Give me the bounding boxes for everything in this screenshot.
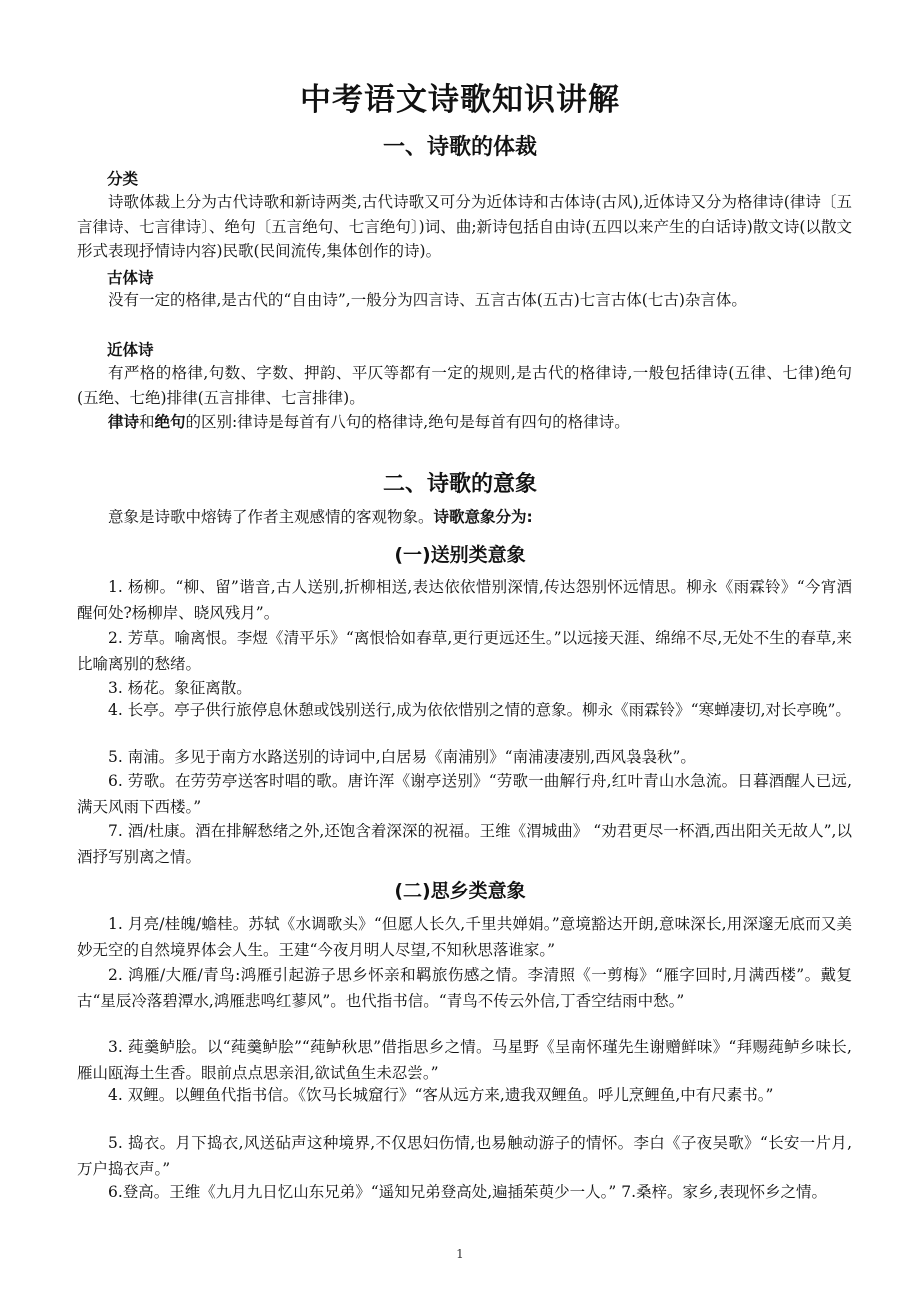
page-number: 1 <box>456 1247 464 1261</box>
homesick-item: 6.登高。王维《九月九日忆山东兄弟》“遥知兄弟登高处,遍插茱萸少一人。” 7.桑梓。家乡,表现怀乡之情。 <box>108 1183 827 1201</box>
homesick-heading: (二)思乡类意象 <box>394 880 526 902</box>
farewell-item: 2. 芳草。喻离恨。李煜《清平乐》“离恨恰如春草,更行更远还生。”以远接天涯、绵绵不尽,无处不生的春草,来比喻离别的愁绪。 <box>77 629 852 673</box>
farewell-item: 7. 酒/杜康。酒在排解愁绪之外,还饱含着深深的祝福。王维《渭城曲》 “劝君更尽一杯酒,西出阳关无故人”,以酒抒写别离之情。 <box>77 822 852 866</box>
difference-paragraph <box>77 410 852 435</box>
term-jueju: 绝句 <box>154 413 186 431</box>
farewell-item: 4. 长亭。亭子供行旅停息休憩或饯别送行,成为依依惜别之情的意象。柳永《雨霖铃》“寒蝉凄切,对长亭晚”。 <box>108 701 851 719</box>
homesick-item: 4. 双鲤。以鲤鱼代指书信。《饮马长城窟行》“客从远方来,遗我双鲤鱼。呼儿烹鲤鱼,中有尺素书。” <box>108 1086 774 1104</box>
term-and: 和 <box>139 413 155 431</box>
imagery-intro-bold: 诗歌意象分为: <box>433 508 533 526</box>
modern-poetry-paragraph: 有严格的格律,句数、字数、押韵、平仄等都有一定的规则,是古代的格律诗,一般包括律诗(五律、七律)绝句(五绝、七绝)排律(五言排律、七言排律)。 <box>77 364 852 407</box>
homesick-item: 5. 捣衣。月下捣衣,风送砧声这种境界,不仅思妇伤情,也易触动游子的情怀。李白《子夜吴歌》“长安一片月,万户捣衣声。” <box>77 1134 852 1178</box>
section1-heading: 一、诗歌的体裁 <box>382 135 537 160</box>
term-lushi: 律诗 <box>108 413 140 431</box>
section2-heading: 二、诗歌的意象 <box>382 472 537 497</box>
classify-label: 分类 <box>107 170 139 188</box>
classify-paragraph: 诗歌体裁上分为古代诗歌和新诗两类,古代诗歌又可分为近体诗和古体诗(古风),近体诗又分为格律诗(律诗〔五言律诗、七言律诗〕、绝句〔五言绝句、七言绝句〕)词、曲;新诗包括自由诗(五四以来产生的白话诗)散文诗(以散文形式表现抒情诗内容)民歌(民间流传,集体创作的诗)。 <box>77 193 852 260</box>
ancient-poetry-label: 古体诗 <box>107 269 154 287</box>
document-title: 中考语文诗歌知识讲解 <box>300 82 620 118</box>
ancient-poetry-paragraph: 没有一定的格律,是古代的“自由诗”,一般分为四言诗、五言古体(五古)七言古体(七古)杂言体。 <box>108 291 747 309</box>
farewell-item: 1. 杨柳。“柳、留”谐音,古人送别,折柳相送,表达依依惜别深情,传达怨别怀远情思。柳永《雨霖铃》“今宵酒醒何处?杨柳岸、晓风残月”。 <box>77 578 852 622</box>
homesick-item: 1. 月亮/桂魄/蟾桂。苏轼《水调歌头》“但愿人长久,千里共婵娟。”意境豁达开朗,意味深长,用深邃无底而又美妙无空的自然境界体会人生。王建“今夜月明人尽望,不知秋思落谁家。” <box>77 915 852 959</box>
imagery-intro-text: 意象是诗歌中熔铸了作者主观感情的客观物象。 <box>108 508 434 526</box>
farewell-item: 5. 南浦。多见于南方水路送别的诗词中,白居易《南浦别》“南浦凄凄别,西风袅袅秋”。 <box>108 748 696 766</box>
homesick-item: 3. 莼羹鲈脍。以“莼羹鲈脍”“莼鲈秋思”借指思乡之情。马星野《呈南怀瑾先生谢赠鲜味》“拜赐莼鲈乡味长,雁山瓯海土生香。眼前点点思亲泪,欲试鱼生未忍尝。” <box>77 1038 852 1082</box>
farewell-heading: (一)送别类意象 <box>394 544 526 566</box>
farewell-item: 3. 杨花。象征离散。 <box>108 679 252 697</box>
modern-poetry-label: 近体诗 <box>107 341 154 359</box>
homesick-item: 2. 鸿雁/大雁/青鸟:鸿雁引起游子思乡怀亲和羁旅伤感之情。李清照《一剪梅》“雁字回时,月满西楼”。戴复古“星辰冷落碧潭水,鸿雁悲鸣红蓼风”。也代指书信。“青鸟不传云外信,丁香空结雨中愁。” <box>77 966 852 1010</box>
difference-text: 的区别:律诗是每首有八句的格律诗,绝句是每首有四句的格律诗。 <box>185 413 630 431</box>
farewell-item: 6. 劳歌。在劳劳亭送客时唱的歌。唐许浑《谢亭送别》“劳歌一曲解行舟,红叶青山水急流。日暮酒醒人已远,满天风雨下西楼。” <box>77 772 852 816</box>
imagery-intro <box>77 505 852 530</box>
